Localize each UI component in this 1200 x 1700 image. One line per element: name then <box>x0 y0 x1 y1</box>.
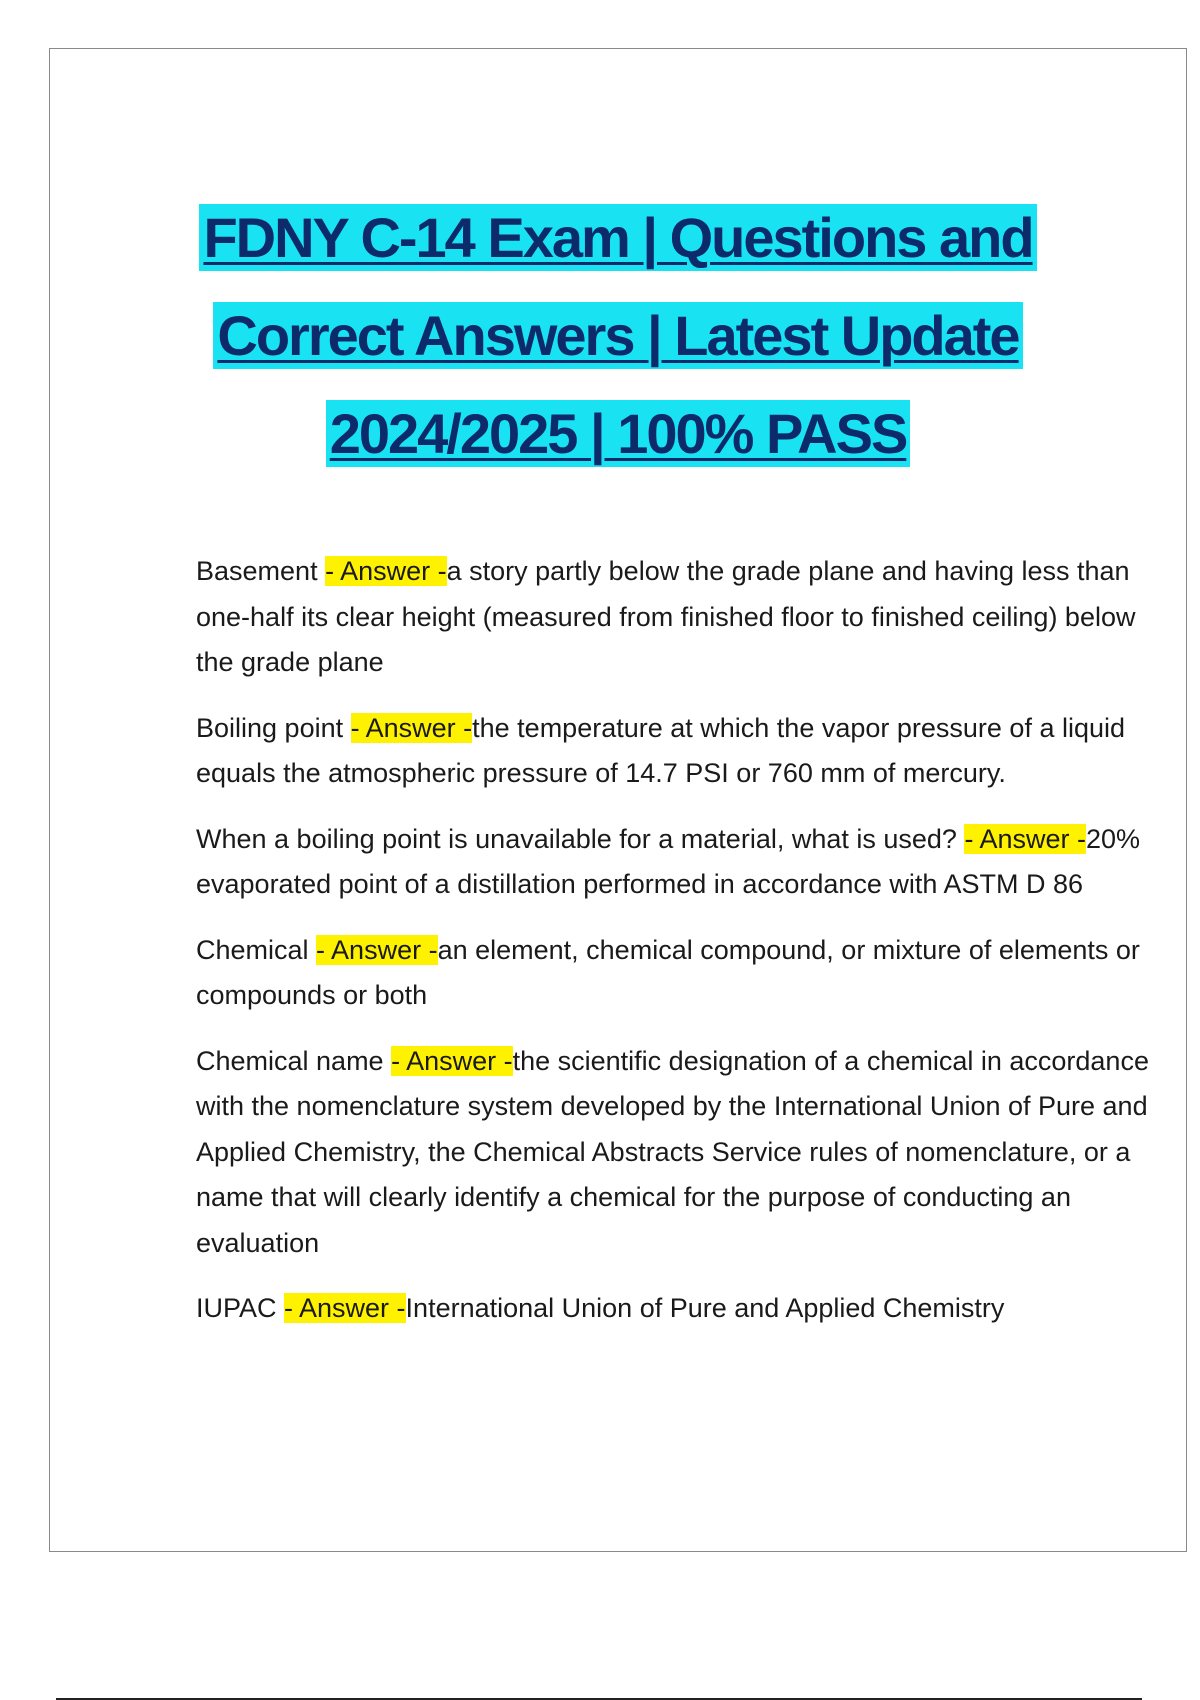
qa-term: IUPAC <box>196 1293 285 1323</box>
title-line <box>50 189 1186 287</box>
qa-definition: the temperature at which the vapor pressure of a liquid equals the atmospheric pressure of 14.7 PSI or 760 mm of mercury. <box>196 712 1126 788</box>
qa-entry-boiling-point <box>196 706 1156 797</box>
document-title <box>50 189 1186 483</box>
title-line <box>50 287 1186 385</box>
answer-marker: - Answer - <box>316 934 438 965</box>
qa-list <box>196 549 1156 1352</box>
title-line <box>50 385 1186 483</box>
qa-entry-boiling-point-unavailable <box>196 817 1156 908</box>
qa-definition: a story partly below the grade plane and having less than one-half its clear height (measured from finished floor to finished ceiling) below the grade plane <box>196 556 1136 677</box>
qa-entry-chemical-name <box>196 1039 1156 1267</box>
answer-marker: - Answer - <box>284 1293 406 1323</box>
title-line-text: FDNY C-14 Exam | Questions and <box>199 204 1036 271</box>
answer-marker: - Answer - <box>350 712 473 743</box>
qa-entry-basement <box>196 549 1156 686</box>
qa-definition: International Union of Pure and Applied Chemistry <box>405 1293 1005 1323</box>
document-page <box>49 48 1187 1552</box>
qa-term: Boiling point <box>196 712 351 743</box>
qa-term: Chemical name <box>196 1045 392 1076</box>
title-line-text: Correct Answers | Latest Update <box>213 302 1022 369</box>
qa-term: When a boiling point is unavailable for a material, what is used? <box>196 823 965 854</box>
qa-term: Basement <box>196 556 326 586</box>
qa-term: Chemical <box>196 934 317 965</box>
answer-marker: - Answer - <box>325 556 447 586</box>
answer-marker: - Answer - <box>964 823 1086 854</box>
answer-marker: - Answer - <box>391 1045 513 1076</box>
qa-entry-chemical <box>196 928 1156 1019</box>
qa-definition: an element, chemical compound, or mixture of elements or compounds or both <box>196 934 1140 1010</box>
qa-definition: 20% evaporated point of a distillation performed in accordance with ASTM D 86 <box>196 823 1141 899</box>
qa-entry-iupac <box>196 1286 1156 1332</box>
title-line-text: 2024/2025 | 100% PASS <box>326 400 911 467</box>
qa-definition: the scientific designation of a chemical in accordance with the nomenclature system developed by the International Union of Pure and Applied Chemistry, the Chemical Abstracts Service rules of nomenclature, or a name that will clearly identify a chemical for the purpose of conducting an evaluation <box>196 1045 1149 1258</box>
